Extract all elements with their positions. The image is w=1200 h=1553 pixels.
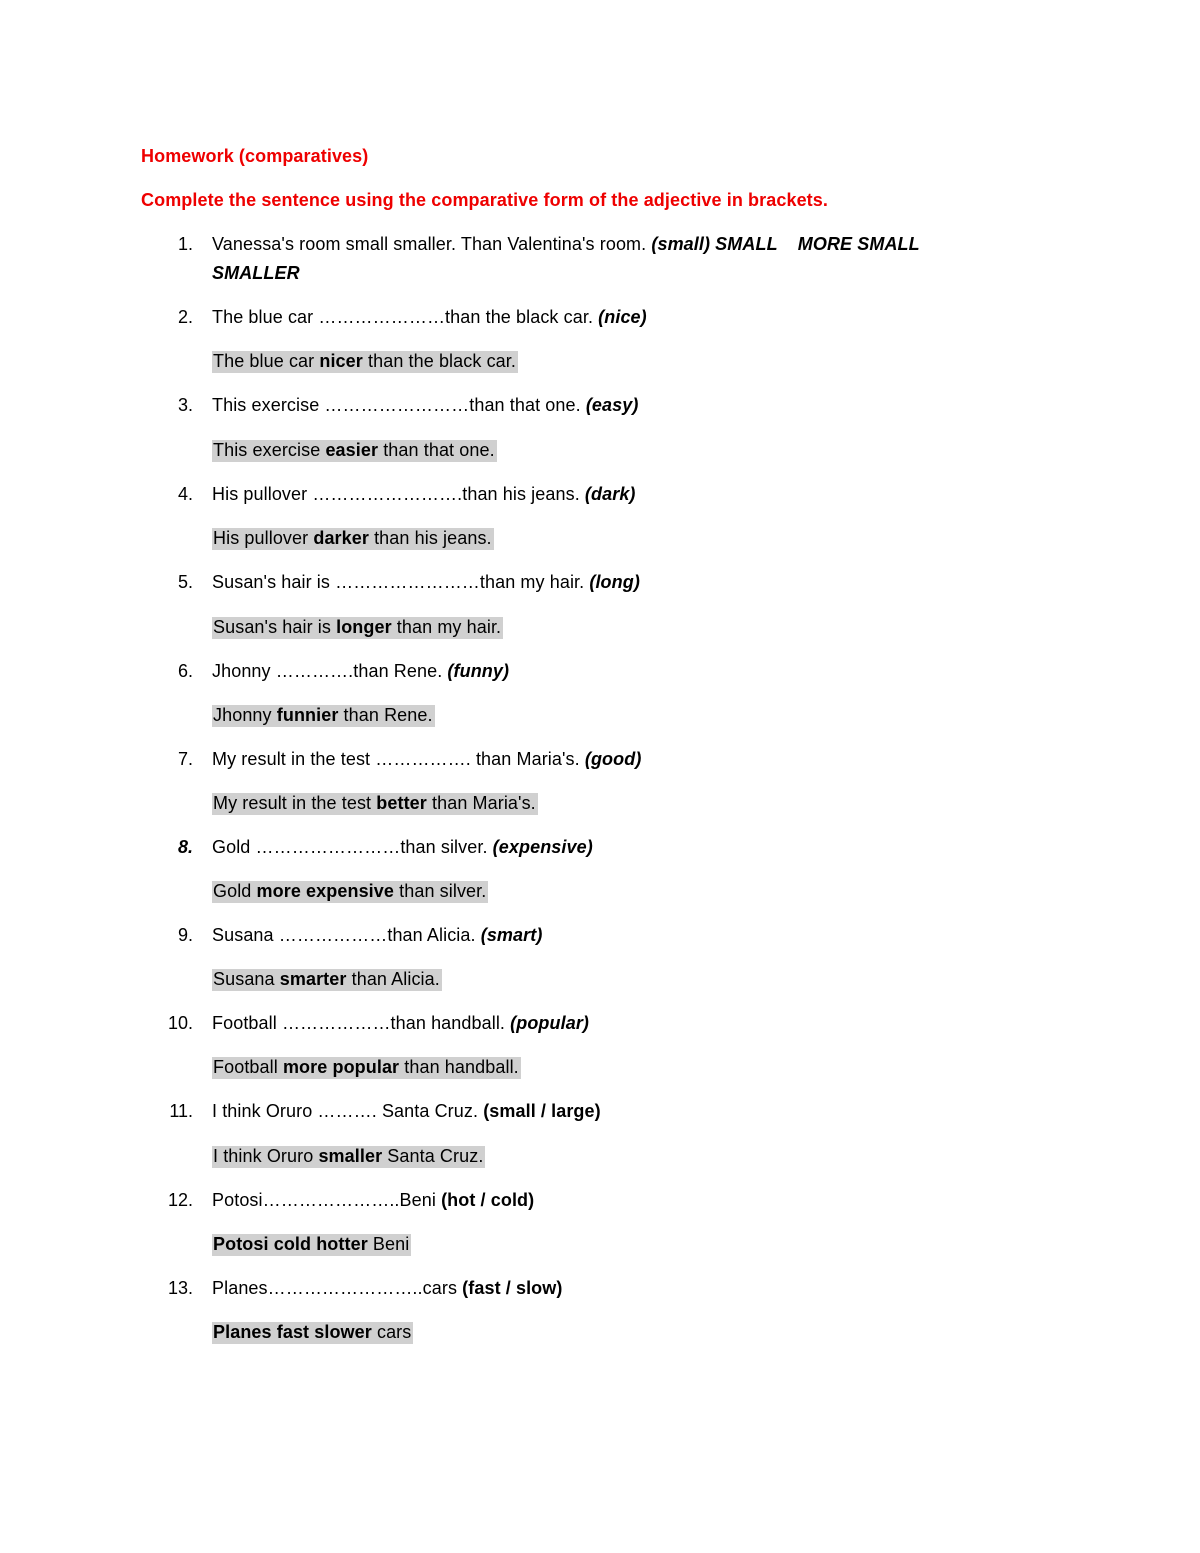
question-text: His pullover …………………….than his jeans.	[212, 484, 585, 504]
answer-comparative: more popular	[282, 1057, 400, 1077]
answer-highlight	[212, 440, 497, 462]
question-text: I think Oruro ………. Santa Cruz.	[212, 1101, 484, 1121]
item-number: 7.	[177, 749, 193, 769]
answer-comparative: darker	[313, 528, 369, 548]
answer-text: Santa Cruz.	[382, 1146, 484, 1166]
answer-text: than my hair.	[391, 617, 502, 637]
answer-text: than Rene.	[338, 705, 433, 725]
question-line	[212, 924, 542, 946]
answer-comparative: smarter	[279, 969, 347, 989]
question-line	[212, 233, 920, 255]
question-text: Gold ……………………than silver.	[212, 837, 493, 857]
question-line	[212, 1277, 562, 1299]
answer-text: than the black car.	[362, 351, 516, 371]
question-continuation: SMALLER	[212, 263, 300, 283]
question-line	[212, 660, 509, 682]
hint-text: (good)	[584, 749, 642, 769]
item-number: 13.	[167, 1278, 193, 1298]
question-text: Planes……………………..cars	[212, 1278, 463, 1298]
hint-text: (popular)	[510, 1013, 590, 1033]
answer-comparative: better	[376, 793, 427, 813]
answer-highlight	[212, 1322, 413, 1344]
answer-text: This exercise	[213, 440, 326, 460]
answer-line	[212, 1145, 485, 1167]
answer-comparative: Potosi cold hotter	[213, 1234, 368, 1254]
answer-highlight	[212, 528, 494, 550]
answer-text: His pullover	[213, 528, 314, 548]
question-text: Potosi…………………..Beni	[212, 1190, 442, 1210]
answer-line	[212, 527, 494, 549]
answer-line	[212, 350, 518, 372]
answer-line	[212, 1056, 521, 1078]
answer-text: Beni	[367, 1234, 410, 1254]
question-text: Jhonny ………….than Rene.	[212, 661, 448, 681]
answer-highlight	[212, 1146, 485, 1168]
hint-text: (dark)	[584, 484, 636, 504]
homework-title: Homework (comparatives)	[141, 146, 369, 166]
answer-comparative: smaller	[318, 1146, 383, 1166]
question-text: Susan's hair is ……………………than my hair.	[212, 572, 590, 592]
item-number: 11.	[169, 1101, 193, 1121]
answer-text: than Alicia.	[346, 969, 440, 989]
answer-text: My result in the test	[213, 793, 377, 813]
question-line	[212, 1012, 589, 1034]
question-text: My result in the test ……………. than Maria's.	[212, 749, 585, 769]
answer-text: Susana	[213, 969, 280, 989]
hint-text: (nice)	[598, 307, 647, 327]
answer-text: The blue car	[213, 351, 320, 371]
question-text: Vanessa's room small smaller. Than Valentina's room.	[212, 234, 652, 254]
answer-text: than silver.	[394, 881, 487, 901]
answer-line	[212, 439, 497, 461]
question-line	[212, 306, 647, 328]
question-line	[212, 1189, 534, 1211]
answer-text: Gold	[213, 881, 257, 901]
answer-text: than his jeans.	[368, 528, 492, 548]
answer-highlight	[212, 793, 538, 815]
answer-line	[212, 704, 435, 726]
answer-highlight	[212, 705, 435, 727]
answer-highlight	[212, 881, 488, 903]
answer-comparative: funnier	[276, 705, 339, 725]
answer-comparative: more expensive	[256, 881, 395, 901]
answer-comparative: nicer	[319, 351, 363, 371]
hint-text: (expensive)	[492, 837, 593, 857]
hint-text: (long)	[589, 572, 640, 592]
item-number: 1.	[177, 234, 193, 254]
item-number: 5.	[177, 572, 193, 592]
question-text: Susana ………………than Alicia.	[212, 925, 481, 945]
item-number: 3.	[177, 395, 193, 415]
answer-text: Football	[213, 1057, 283, 1077]
answer-text: than handball.	[399, 1057, 519, 1077]
question-line	[212, 1100, 601, 1122]
answer-comparative: longer	[336, 617, 392, 637]
hint-text: (fast / slow)	[462, 1278, 563, 1298]
answer-comparative: easier	[325, 440, 379, 460]
answer-highlight	[212, 617, 503, 639]
question-line	[212, 394, 638, 416]
hint-text: (small) SMALL MORE SMALL	[651, 234, 920, 254]
answer-text: Susan's hair is	[213, 617, 337, 637]
item-number: 2.	[177, 307, 193, 327]
item-number: 8.	[177, 837, 193, 857]
hint-text: (easy)	[585, 395, 639, 415]
answer-highlight	[212, 1057, 521, 1079]
question-line	[212, 748, 641, 770]
question-text: This exercise ……………………than that one.	[212, 395, 586, 415]
item-number: 9.	[177, 925, 193, 945]
question-line	[212, 483, 636, 505]
item-number: 10.	[167, 1013, 193, 1033]
hint-text: (funny)	[447, 661, 510, 681]
answer-line	[212, 968, 442, 990]
answer-line	[212, 792, 538, 814]
question-line	[212, 571, 640, 593]
item-number: 12.	[167, 1190, 193, 1210]
answer-text: than that one.	[378, 440, 495, 460]
answer-highlight	[212, 351, 518, 373]
answer-line	[212, 616, 503, 638]
instruction-text: Complete the sentence using the comparative form of the adjective in brackets.	[141, 190, 828, 210]
hint-text: (hot / cold)	[441, 1190, 535, 1210]
answer-text: I think Oruro	[213, 1146, 319, 1166]
question-text: Football ………………than handball.	[212, 1013, 511, 1033]
hint-text: (smart)	[480, 925, 543, 945]
question-text: The blue car …………………than the black car.	[212, 307, 599, 327]
answer-text: Jhonny	[213, 705, 277, 725]
answer-line	[212, 1233, 411, 1255]
question-line	[212, 836, 593, 858]
answer-line	[212, 880, 488, 902]
item-number: 6.	[177, 661, 193, 681]
hint-text: (small / large)	[483, 1101, 601, 1121]
answer-line	[212, 1321, 413, 1343]
answer-comparative: Planes fast slower	[213, 1322, 372, 1342]
answer-highlight	[212, 1234, 411, 1256]
answer-highlight	[212, 969, 442, 991]
answer-text: than Maria's.	[426, 793, 536, 813]
answer-text: cars	[371, 1322, 412, 1342]
item-number: 4.	[177, 484, 193, 504]
